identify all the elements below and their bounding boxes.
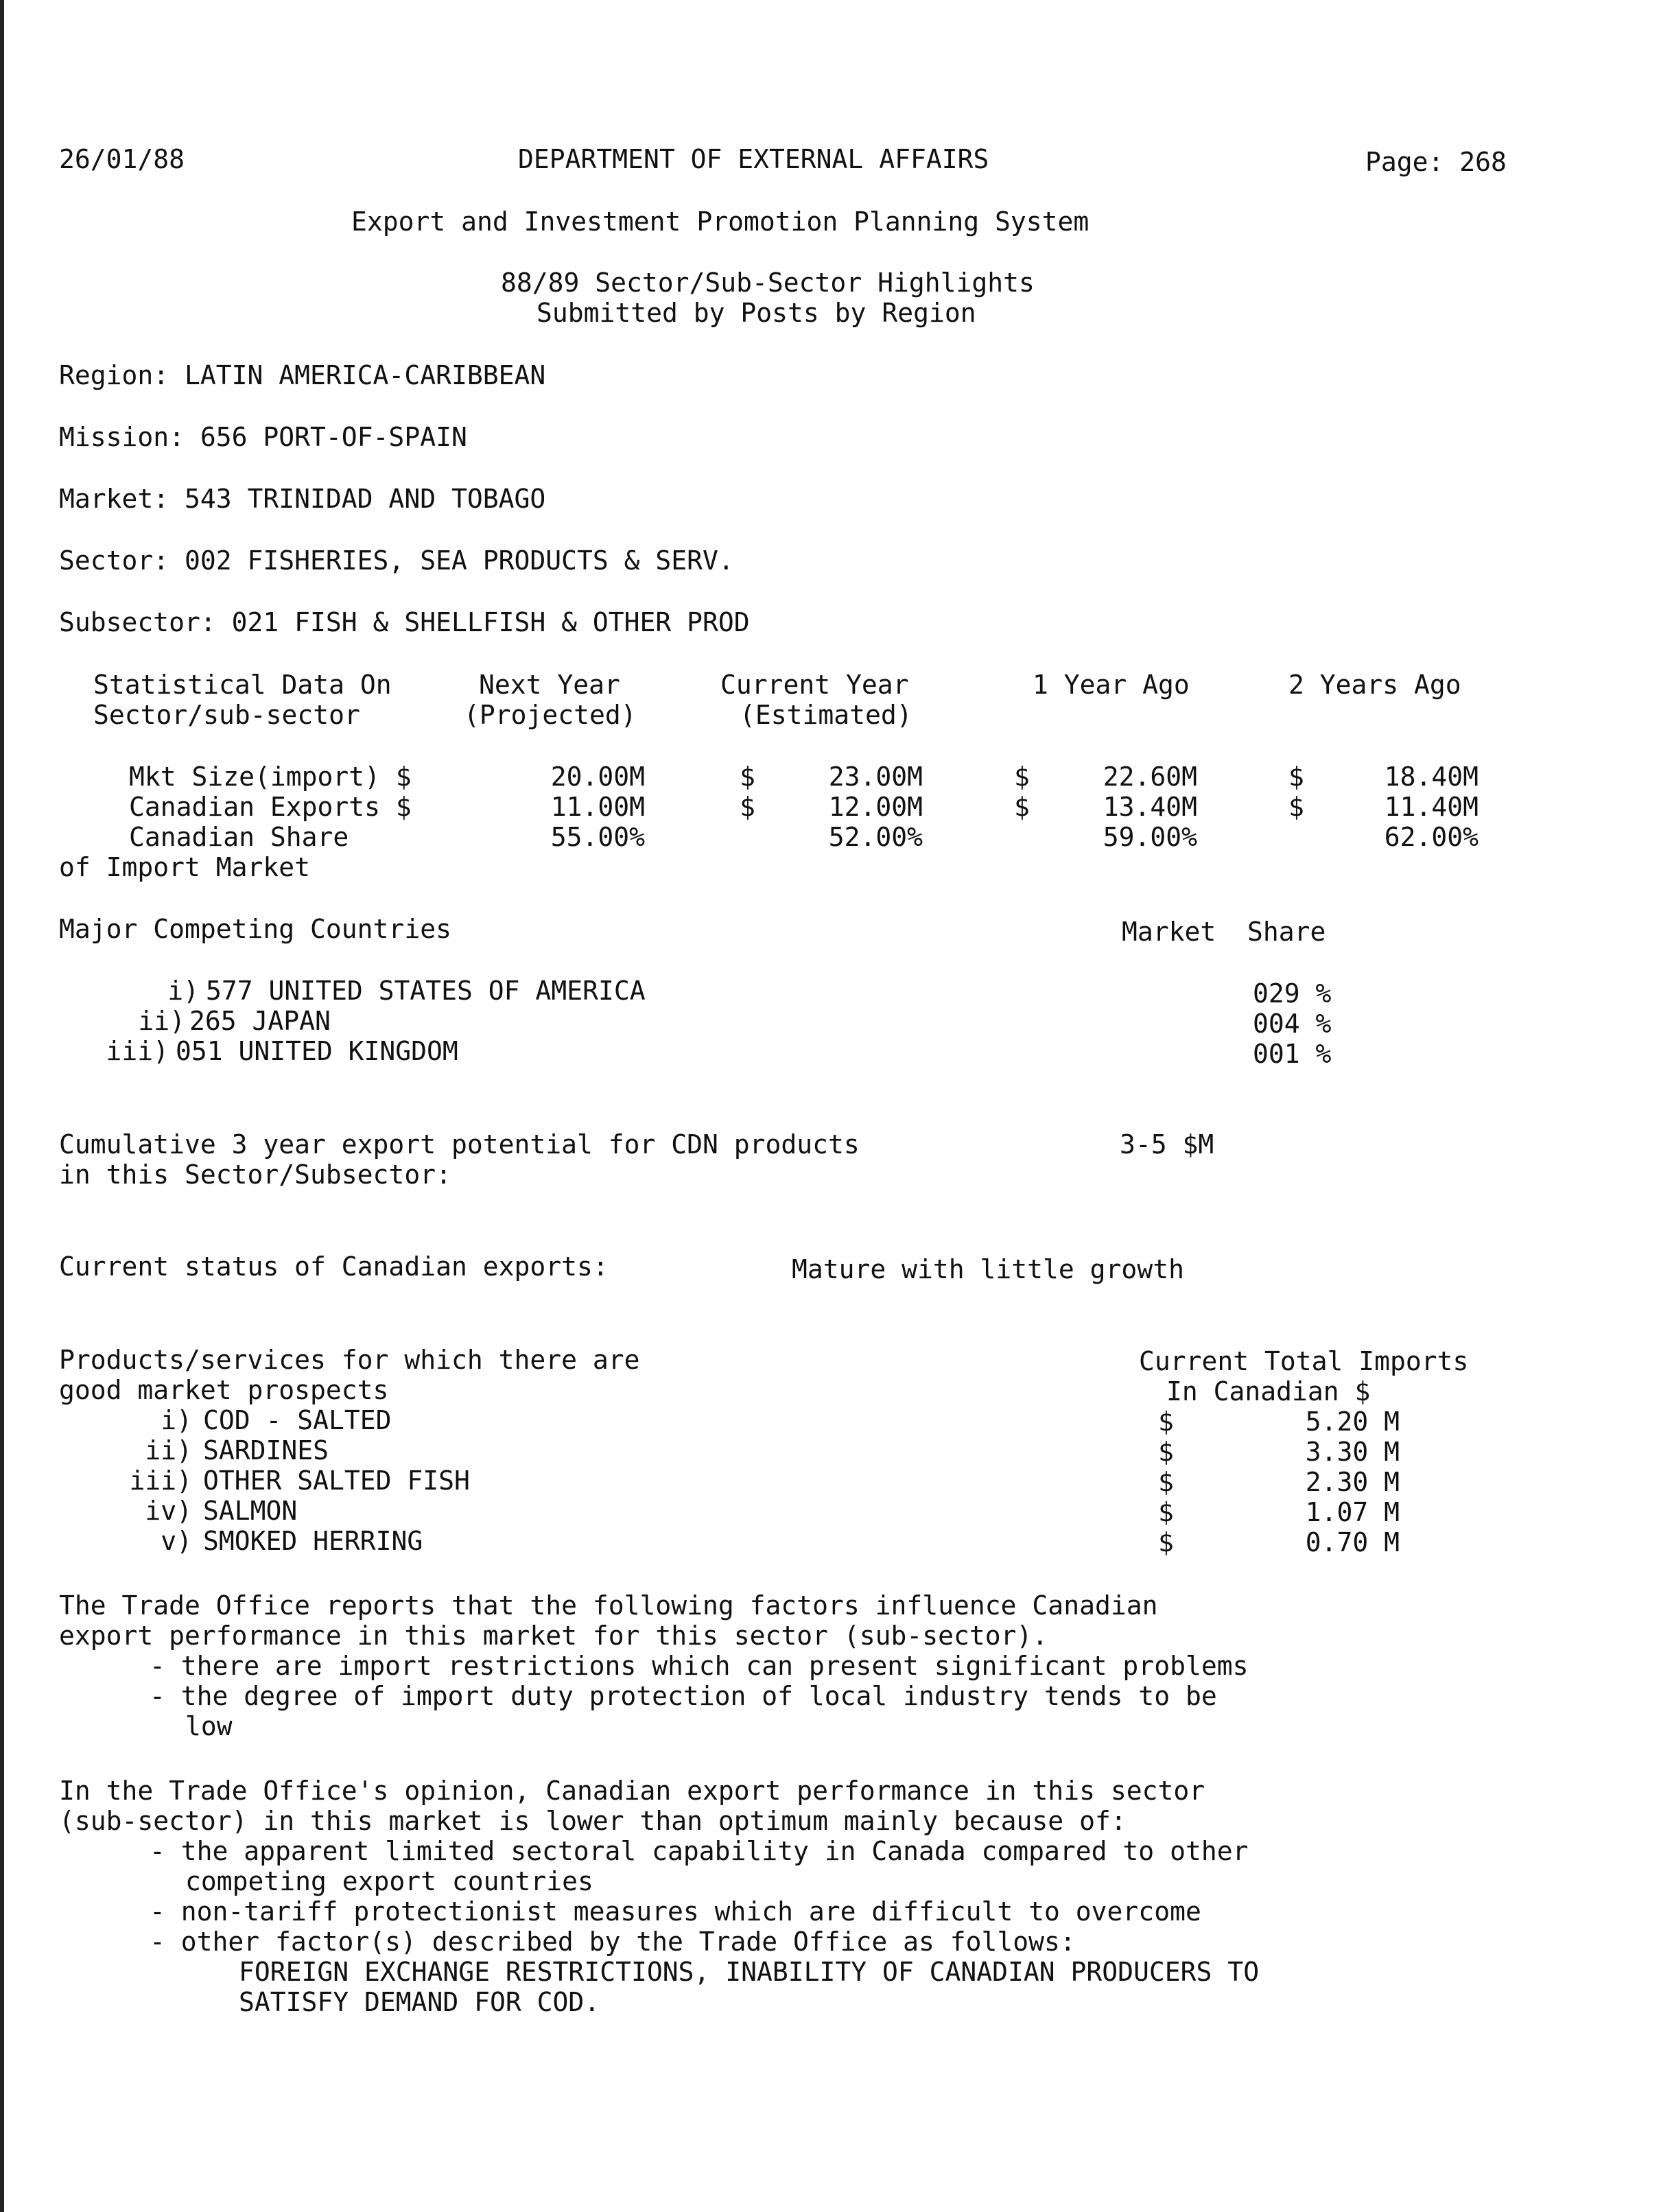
status-label: Current status of Canadian exports: [59,1251,609,1282]
mission-field: Mission: 656 PORT-OF-SPAIN [59,422,467,452]
stats-cell: 13.40M [1103,792,1197,822]
list-number: iii) [129,1466,192,1496]
factors-intro: The Trade Office reports that the following factors influence Canadian [59,1590,1158,1621]
stats-dollar: $ [740,762,755,792]
prospect-currency: $ [1158,1437,1174,1467]
col-next-year-sub: (Projected) [464,700,637,730]
stats-row-label: Canadian Exports $ [129,792,412,822]
prospects-col-heading: Current Total Imports [1139,1346,1469,1376]
col-current-year-sub: (Estimated) [740,700,912,730]
factors-intro-2: export performance in this market for this sector (sub-sector). [59,1621,1048,1651]
prospects-label-2: good market prospects [59,1375,389,1405]
stats-cell: 12.00M [828,792,923,822]
col-current-year: Current Year [720,670,909,700]
report-date: 26/01/88 [59,144,185,174]
stats-cell: 59.00% [1103,822,1197,852]
stats-cell: 23.00M [828,762,923,792]
opinion-bullet: - non-tariff protectionist measures which are difficult to overcome [150,1896,1201,1927]
stats-dollar: $ [1288,762,1304,792]
list-number: ii) [145,1435,192,1466]
prospect-value: 0.70 M [1305,1527,1400,1557]
status-value: Mature with little growth [792,1254,1184,1284]
stats-dollar: $ [1014,792,1030,822]
potential-value: 3-5 $M [1120,1129,1214,1160]
prospect-name: SMOKED HERRING [203,1526,423,1556]
system-title: Export and Investment Promotion Planning System [351,207,1089,237]
stats-cell: 62.00% [1384,822,1479,852]
opinion-detail-2: SATISFY DEMAND FOR COD. [239,1987,600,2017]
list-number: i) [161,1405,192,1435]
stats-label: Statistical Data On [93,670,392,700]
stats-cell: 18.40M [1384,762,1479,792]
prospects-label: Products/services for which there are [59,1345,640,1375]
stats-cell: 52.00% [828,822,923,852]
stats-cell: 22.60M [1103,762,1197,792]
factor-bullet: - the degree of import duty protection of local industry tends to be [150,1681,1217,1711]
stats-cell: 20.00M [550,762,645,792]
prospect-value: 2.30 M [1305,1467,1400,1497]
sector-field: Sector: 002 FISHERIES, SEA PRODUCTS & SERV. [59,545,734,576]
col-2-years-ago: 2 Years Ago [1288,670,1461,700]
list-number: v) [161,1526,192,1556]
subsector-field: Subsector: 021 FISH & SHELLFISH & OTHER PROD [59,607,750,637]
stats-dollar: $ [1014,762,1030,792]
opinion-intro: In the Trade Office's opinion, Canadian export performance in this sector [59,1776,1205,1806]
opinion-bullet: - other factor(s) described by the Trade Office as follows: [150,1927,1076,1957]
prospect-currency: $ [1158,1407,1174,1437]
col-next-year: Next Year [479,670,620,700]
stats-row-label: Canadian Share [129,822,349,852]
competitor-share: 029 % [1253,978,1332,1009]
prospect-value: 5.20 M [1305,1407,1400,1437]
market-field: Market: 543 TRINIDAD AND TOBAGO [59,484,546,514]
market-share-heading: Market Share [1122,917,1326,947]
opinion-detail: FOREIGN EXCHANGE RESTRICTIONS, INABILITY OF CANADIAN PRODUCERS TO [239,1957,1260,1987]
stats-dollar: $ [1288,792,1304,822]
region-field: Region: LATIN AMERICA-CARIBBEAN [59,360,546,390]
report-subtitle: Submitted by Posts by Region [537,298,976,328]
stats-cell: 11.40M [1384,792,1479,822]
opinion-bullet-cont: competing export countries [185,1866,593,1896]
prospect-value: 1.07 M [1305,1497,1400,1527]
stats-row-label-cont: of Import Market [59,852,311,882]
col-1-year-ago: 1 Year Ago [1033,670,1190,700]
prospect-currency: $ [1158,1497,1174,1527]
potential-label-2: in this Sector/Subsector: [59,1160,451,1190]
competitor-name: 265 JAPAN [189,1006,331,1036]
prospect-value: 3.30 M [1305,1437,1400,1467]
competitor-share: 004 % [1253,1009,1332,1039]
page-number: Page: 268 [1365,147,1507,177]
department-name: DEPARTMENT OF EXTERNAL AFFAIRS [518,144,989,174]
prospect-currency: $ [1158,1467,1174,1497]
competitor-share: 001 % [1253,1039,1332,1069]
list-number: iv) [145,1496,192,1526]
prospect-name: SALMON [203,1496,298,1526]
opinion-intro-2: (sub-sector) in this market is lower than optimum mainly because of: [59,1806,1127,1836]
potential-label: Cumulative 3 year export potential for CDN products [59,1129,860,1160]
prospect-name: OTHER SALTED FISH [203,1466,470,1496]
competitor-name: 577 UNITED STATES OF AMERICA [206,976,646,1006]
stats-label-2: Sector/sub-sector [93,700,360,730]
page-left-border [0,0,4,2212]
stats-dollar: $ [740,792,755,822]
list-number: i) [167,976,199,1006]
prospect-name: COD - SALTED [203,1405,392,1435]
report-title: 88/89 Sector/Sub-Sector Highlights [501,268,1035,298]
factor-bullet: - there are import restrictions which can present significant problems [150,1651,1249,1681]
stats-row-label: Mkt Size(import) $ [129,762,412,792]
prospects-col-subheading: In Canadian $ [1166,1376,1371,1407]
prospect-name: SARDINES [203,1435,329,1466]
factor-bullet-cont: low [185,1711,233,1741]
stats-cell: 55.00% [550,822,645,852]
prospect-currency: $ [1158,1527,1174,1557]
competitors-heading: Major Competing Countries [59,914,451,944]
list-number: iii) [106,1036,169,1066]
list-number: ii) [138,1006,185,1036]
opinion-bullet: - the apparent limited sectoral capability in Canada compared to other [150,1836,1249,1866]
stats-cell: 11.00M [550,792,645,822]
competitor-name: 051 UNITED KINGDOM [176,1036,458,1066]
